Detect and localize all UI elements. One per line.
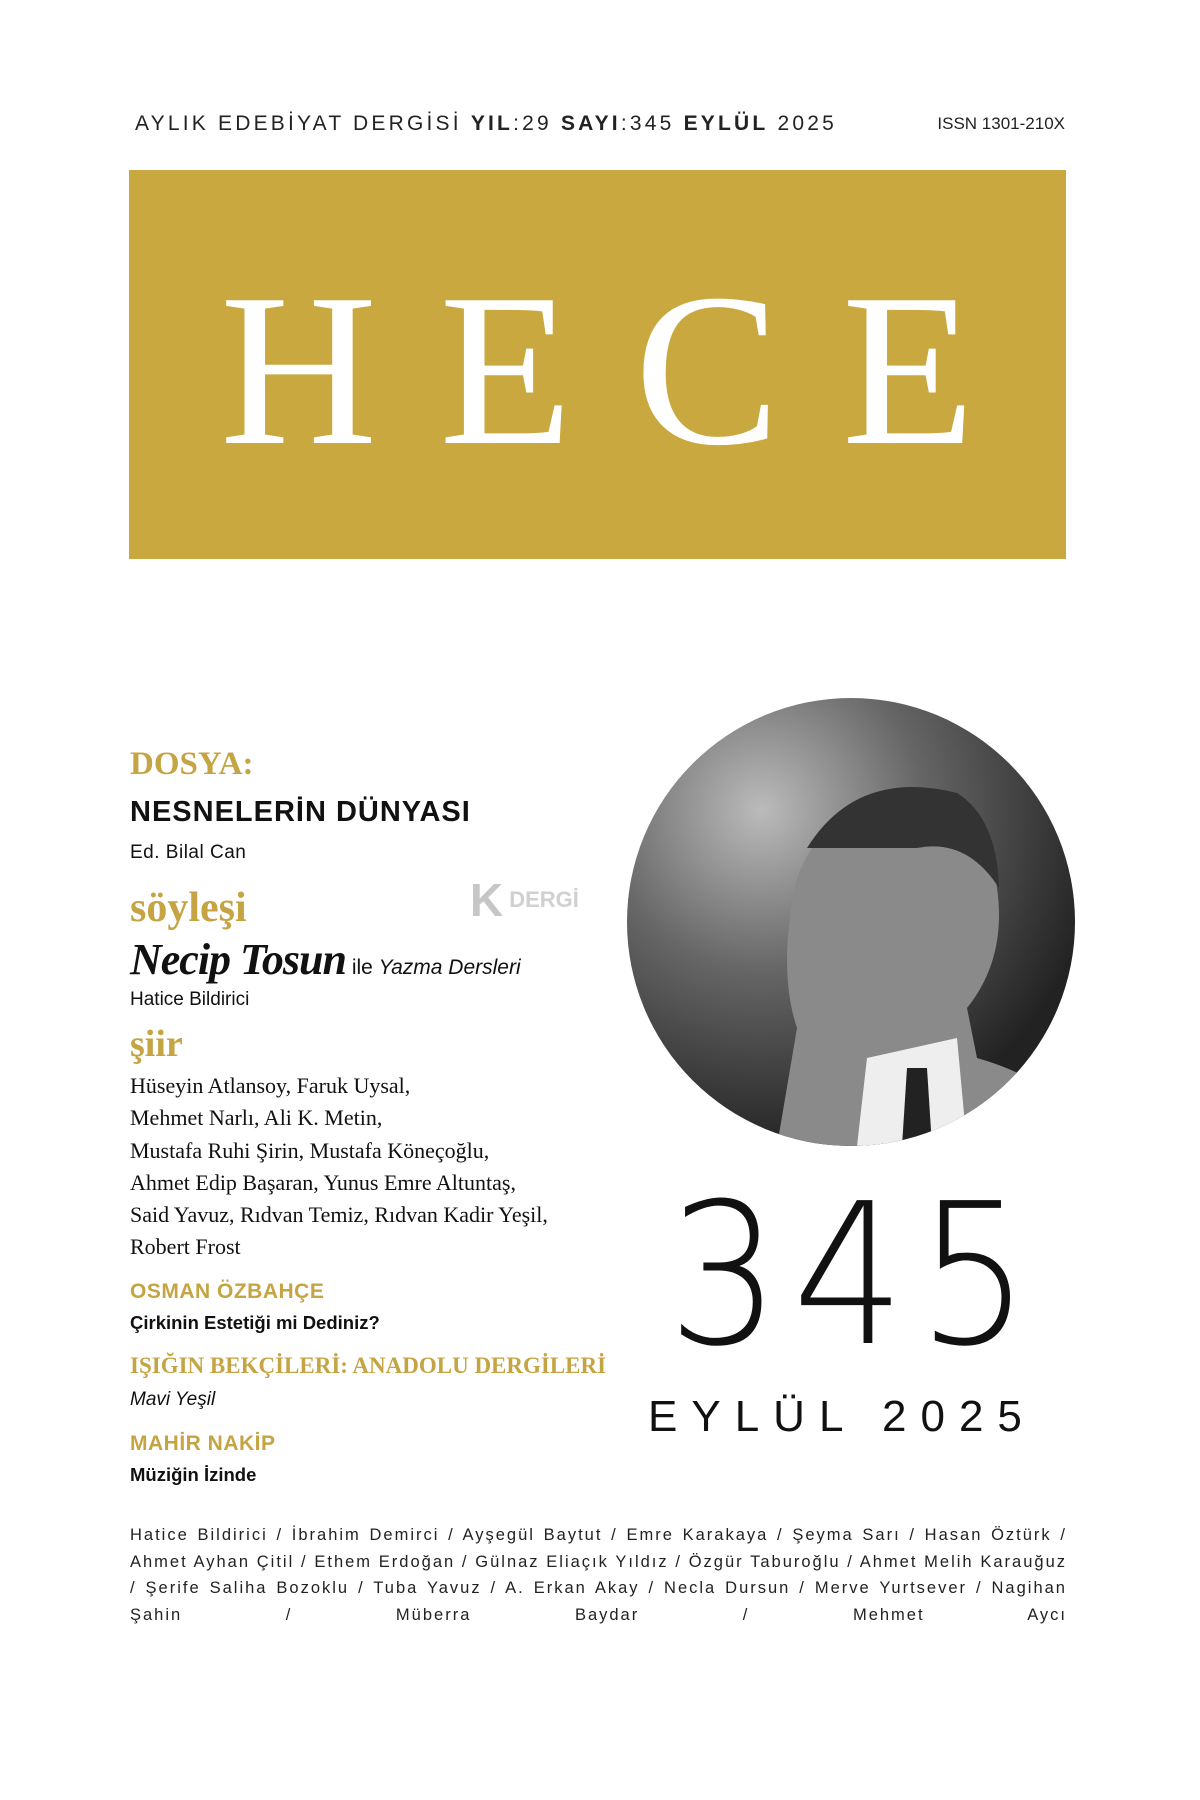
poet-line: Said Yavuz, Rıdvan Temiz, Rıdvan Kadir Yeşil, — [130, 1202, 548, 1228]
issue-header — [135, 112, 1065, 136]
dosya-label: DOSYA: — [130, 746, 254, 782]
portrait-silhouette-icon — [627, 698, 1075, 1146]
poet-line: Robert Frost — [130, 1234, 241, 1260]
issue-year: 2025 — [777, 112, 837, 135]
article-title: Mavi Yeşil — [130, 1389, 216, 1410]
poet-line: Ahmet Edip Başaran, Yunus Emre Altuntaş, — [130, 1169, 516, 1195]
magazine-type: AYLIK EDEBİYAT DERGİSİ — [135, 112, 462, 135]
watermark-mark: K — [470, 874, 504, 926]
interview-title — [130, 934, 521, 985]
article-title: Müziğin İzinde — [130, 1464, 257, 1485]
interview-topic: Yazma Dersleri — [378, 956, 521, 979]
soylesi-label: söyleşi — [130, 885, 247, 931]
issue-label: SAYI — [560, 112, 621, 135]
portrait-photo — [627, 698, 1075, 1146]
article-author: IŞIĞIN BEKÇİLERİ: ANADOLU DERGİLERİ — [130, 1353, 607, 1378]
poet-list — [130, 1070, 548, 1264]
year-label: YIL — [470, 112, 514, 135]
poet-line: Hüseyin Atlansoy, Faruk Uysal, — [130, 1073, 411, 1098]
connector: ile — [351, 956, 373, 979]
issn: ISSN 1301-210X — [937, 114, 1065, 133]
dosya-title: NESNELERİN DÜNYASI — [130, 796, 471, 828]
watermark-text: DERGİ — [509, 887, 579, 912]
issue-date: EYLÜL 2025 — [648, 1392, 1036, 1441]
contributors-list: Hatice Bildirici / İbrahim Demirci / Ayşegül Baytut / Emre Karakaya / Şeyma Sarı / Hasan Öztürk / Ahmet Ayhan Çitil / Ethem Erdoğan / Gülnaz Eliaçık Yıldız / Özgür Taburoğlu / Ahmet Melih Karauğuz / Şerife Saliha Bozoklu / Tuba Yavuz / A. Erkan Akay / Necla Dursun / Merve Yurtsever / Nagihan Şahin / Müberra Baydar / Mehmet Aycı — [130, 1526, 1067, 1624]
magazine-title: HECE — [219, 250, 1038, 491]
interview-author: Hatice Bildirici — [130, 989, 250, 1010]
watermark-logo — [470, 873, 579, 927]
year-number: :29 — [513, 112, 552, 135]
dosya-editor: Ed. Bilal Can — [130, 842, 247, 863]
article-title: Çirkinin Estetiği mi Dediniz? — [130, 1312, 380, 1333]
issue-number-large: 345 — [667, 1162, 1043, 1390]
issue-number: :345 — [620, 112, 675, 135]
poet-line: Mustafa Ruhi Şirin, Mustafa Köneçoğlu, — [130, 1137, 490, 1163]
interviewee-name: Necip Tosun — [130, 935, 346, 984]
siir-label: şiir — [130, 1023, 183, 1065]
masthead — [129, 170, 1066, 559]
article-author: OSMAN ÖZBAHÇE — [130, 1280, 325, 1303]
article-author: MAHİR NAKİP — [130, 1432, 276, 1455]
poet-line: Mehmet Narlı, Ali K. Metin, — [130, 1105, 383, 1131]
issue-month: EYLÜL — [683, 112, 769, 135]
